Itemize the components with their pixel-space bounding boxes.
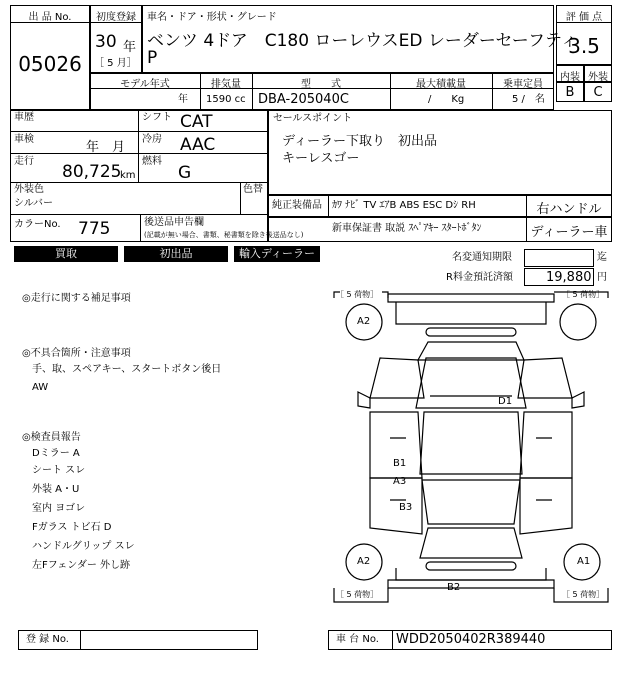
divider [392, 630, 393, 650]
equipment-label: 純正装備品 [272, 200, 322, 211]
shift-label: シフト [142, 112, 172, 123]
exterior-color: シルバー [14, 198, 54, 209]
capacity-label: 乗車定員 [503, 79, 543, 90]
displacement-value: 1590 cc [206, 94, 246, 105]
divider [90, 22, 142, 23]
sales-point-line2: キーレスゴー [282, 151, 360, 166]
recycle-unit: 円 [597, 272, 607, 283]
score-value: 3.5 [568, 34, 600, 58]
color-change-label: 色替 [243, 184, 263, 195]
report-line: シート スレ [32, 465, 86, 476]
damage-mark: D1 [498, 396, 513, 407]
report-line: 左Fフェンダー 外し跡 [32, 560, 131, 571]
lot-label: 出 品 No. [28, 12, 72, 23]
vin-value: WDD2050402R389440 [396, 632, 546, 647]
divider [240, 182, 241, 214]
model-year-unit: 年 [178, 94, 188, 105]
car-name: ベンツ 4ドア C180 ローレウスED レーダーセーフティ [147, 31, 578, 51]
exterior-color-label: 外装色 [14, 184, 44, 195]
recycle-label: R料金預託済額 [446, 272, 513, 283]
vin-label: 車 台 No. [336, 634, 379, 645]
badge-buy: 買取 [14, 246, 118, 262]
recycle-amount: 19,880 [546, 270, 592, 285]
report-line: 外装 A・U [32, 484, 80, 495]
score-label: 評 価 点 [565, 12, 603, 23]
type-code: DBA-205040C [258, 92, 349, 107]
max-load-value: / Kg [428, 94, 465, 105]
damage-mark: A3 [393, 476, 407, 487]
exterior-label: 外装 [588, 72, 608, 83]
divider [10, 22, 90, 23]
handle-position: 右ハンドル [536, 202, 602, 217]
divider [328, 195, 329, 217]
drive-remarks-title: ◎走行に関する補足事項 [22, 293, 131, 304]
damage-mark: A2 [357, 316, 371, 327]
divider [10, 214, 268, 215]
car-condition-diagram [330, 288, 612, 606]
fuel-label: 燃料 [142, 156, 162, 167]
reg-month: ［ 5 月］ [94, 58, 137, 69]
car-name-grade: P [147, 48, 158, 68]
reg-year: 30 [95, 32, 117, 52]
mileage-label: 走行 [14, 156, 34, 167]
damage-mark: B3 [399, 502, 413, 513]
report-line: Fガラス トビ石 D [32, 522, 112, 533]
notice-unit: 迄 [597, 252, 607, 263]
report-line: Dミラー A [32, 448, 80, 459]
damage-mark: A1 [577, 556, 591, 567]
delivery-label: 後送品申告欄 [144, 217, 204, 228]
report-line: ハンドルグリップ スレ [32, 541, 135, 552]
divider [556, 22, 612, 23]
displacement-label: 排気量 [211, 79, 241, 90]
badge-import: 輸入ディーラー [234, 246, 320, 262]
inspector-title: ◎検査員報告 [22, 432, 81, 443]
type-label: 型 式 [301, 79, 341, 90]
divider [138, 110, 139, 182]
defect-line2: AW [32, 382, 49, 393]
registration-label: 登 録 No. [26, 634, 69, 645]
damage-mark: B2 [447, 582, 461, 593]
defect-title: ◎不具合箇所・注意事項 [22, 348, 131, 359]
sales-point-label: セールスポイント [273, 113, 353, 124]
divider [10, 182, 268, 183]
tire-rear-right: ［ 5 荷物］ [562, 590, 605, 599]
report-line: 室内 ヨゴレ [32, 503, 86, 514]
model-year-label: モデル年式 [120, 79, 170, 90]
color-no-label: カラーNo. [14, 219, 61, 230]
car-name-label: 車名・ドア・形状・グレード [147, 12, 277, 23]
tire-front-left: ［ 5 荷物］ [336, 290, 379, 299]
notice-value-box [524, 249, 594, 267]
color-no: 775 [78, 219, 111, 239]
fuel-value: G [178, 163, 192, 183]
divider [10, 153, 268, 154]
warranty-items: 新車保証書 取説 ｽﾍﾟｱｷｰ ｽﾀｰﾄﾎﾞﾀﾝ [332, 223, 482, 234]
max-load-label: 最大積載量 [416, 79, 466, 90]
interior-label: 内装 [560, 72, 580, 83]
inspection-label: 車検 [14, 134, 34, 145]
damage-mark: B1 [393, 458, 407, 469]
delivery-note: (記載が無い場合、書類、秘書類を除き後送品なし) [144, 231, 304, 239]
tire-rear-left: ［ 5 荷物］ [336, 590, 379, 599]
ac-label: 冷房 [142, 134, 162, 145]
history-label: 車歴 [14, 112, 34, 123]
equipment-value: ｶﾜ ﾅﾋﾞ TV ｴｱB ABS ESC Dｼ RH [332, 200, 476, 211]
defect-line1: 手、取、スペアキー、スタートボタン後日 [32, 364, 222, 375]
shift-value: CAT [180, 112, 213, 132]
first-reg-label: 初度登録 [96, 12, 136, 23]
capacity-value: 5 / 名 [512, 94, 545, 105]
mileage-value: 80,725 [62, 162, 122, 182]
exterior-grade: C [593, 85, 603, 100]
sales-point-line1: ディーラー下取り 初出品 [282, 134, 437, 149]
mileage-unit: km [120, 170, 136, 181]
inspection-value: 年 月 [86, 140, 126, 155]
lot-number: 05026 [18, 52, 82, 76]
interior-grade: B [565, 85, 575, 100]
notice-label: 名変通知期限 [452, 252, 512, 263]
divider [140, 214, 141, 242]
divider [80, 630, 81, 650]
divider [10, 131, 138, 132]
damage-mark: A2 [357, 556, 371, 567]
dealer-car: ディーラー車 [530, 225, 608, 240]
reg-year-unit: 年 [123, 40, 137, 55]
tire-front-right: ［ 5 荷物］ [562, 290, 605, 299]
ac-value: AAC [180, 135, 216, 155]
badge-first-listing: 初出品 [124, 246, 228, 262]
